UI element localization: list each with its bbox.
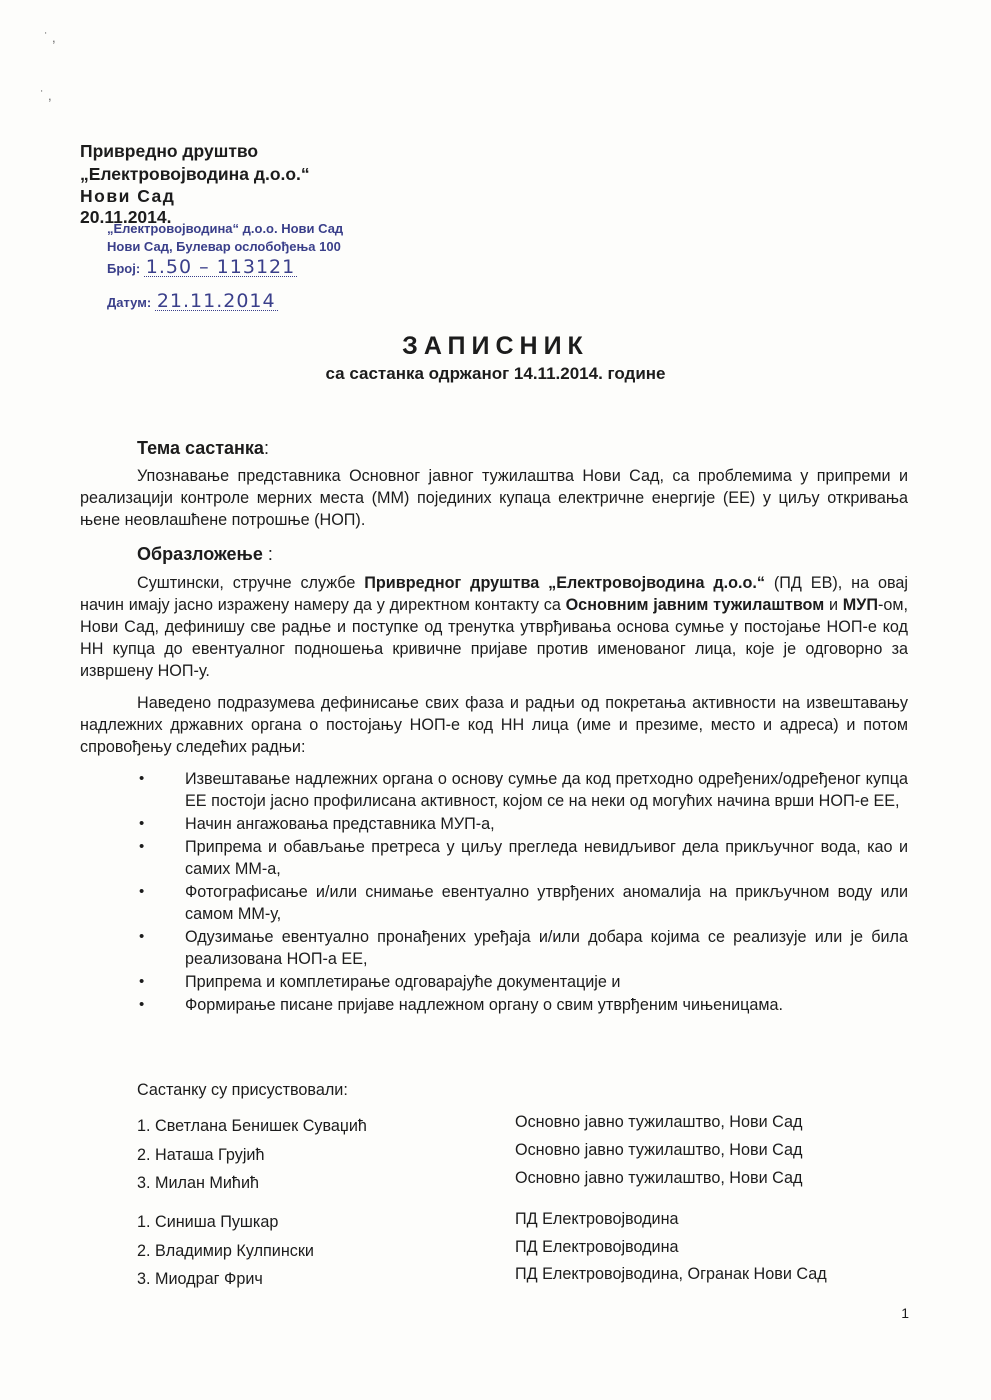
attendee-org: ПД Електровојводина, Огранак Нови Сад bbox=[515, 1265, 827, 1283]
company-name-line2: „Електровојводина д.о.о.“ bbox=[80, 164, 310, 184]
document-title: ЗАПИСНИК bbox=[402, 332, 589, 360]
company-name-line1: Привредно друштво bbox=[80, 141, 259, 161]
list-item: • Припрема и обављање претреса у циљу прегледа невидљивог дела прикључног вода, као и самих ММ-а, bbox=[139, 838, 908, 878]
actions-list bbox=[137, 768, 908, 1017]
attendee-org: Основно јавно тужилаштво, Нови Сад bbox=[515, 1141, 803, 1159]
company-city: Нови Сад bbox=[80, 186, 176, 206]
attendee-name: 1. Светлана Бенишек Суваџић bbox=[137, 1117, 367, 1135]
scan-speck: ˙ , bbox=[40, 88, 52, 103]
page-number: 1 bbox=[901, 1305, 909, 1321]
attendee-name: 2. Наташа Грујић bbox=[137, 1146, 265, 1164]
topic-text: Упознавање представника Основног јавног тужилаштва Нови Сад, са проблемима у припреми и реализацији контроле мерних места (ММ) појединих купаца електричне енергије (ЕЕ) у циљу откривања њене неовлашћене потрошње (НОП). bbox=[80, 467, 908, 529]
attendance-heading: Састанку су присуствовали: bbox=[137, 1081, 348, 1099]
attendee-name: 1. Синиша Пушкар bbox=[137, 1213, 279, 1231]
list-item: • Извештавање надлежних органа о основу сумње да код претходно одређених/одређеног купца ЕЕ постоји јасно профилисана активност, којом се на неки од могућих начина врши НОП-е ЕЕ, bbox=[139, 770, 908, 810]
scan-speck: ˙ , bbox=[44, 30, 56, 45]
rationale-paragraph-2: Наведено подразумева дефинисање свих фаза и радњи од покретања активности на извештавању надлежних државних органа о постојању НОП-е код НН лица (име и презиме, место и адреса) и потом спровођењу следећих радњи: bbox=[80, 694, 908, 756]
list-item: • Одузимање евентуално пронађених уређаја и/или добара којима се реализује или је била реализована НОП-а ЕЕ, bbox=[139, 928, 908, 968]
attendee-org: ПД Електровојводина bbox=[515, 1210, 679, 1228]
list-item: • Фотографисање и/или снимање евентуално утврђених аномалија на прикључном воду или самом ММ-у, bbox=[139, 883, 908, 923]
rationale-paragraph-1: Суштински, стручне службе Привредног друштва „Електровојводина д.о.о.“ (ПД ЕВ), на овај начин имају јасно изражену намеру да у директном контакту са Основним јавним тужилаштвом и МУП-ом, Нови Сад, дефинишу све радње и поступке од тренутка утврђивања основа сумње у постојање НОП-е код НН купца до евентуалног подношења кривичне пријаве против именованог лица, које је одговорно за извршену НОП-у. bbox=[80, 574, 909, 680]
attendee-name: 3. Милан Мићић bbox=[137, 1174, 259, 1192]
stamp-number-value: 1.50 – 113121 bbox=[145, 256, 296, 278]
stamp-date-value: 21.11.2014 bbox=[156, 290, 276, 312]
list-item: • Начин ангажовања представника МУП-а, bbox=[139, 815, 495, 833]
list-item: • Формирање писане пријаве надлежном органу о свим утврђеним чињеницама. bbox=[139, 996, 784, 1014]
stamp-line2: Нови Сад, Булевар ослобођења 100 bbox=[107, 239, 341, 254]
stamp-line1: „Електровојводина“ д.о.о. Нови Сад bbox=[107, 221, 344, 236]
stamp-date-row bbox=[107, 292, 278, 311]
list-item: • Припрема и комплетирање одговарајуће документације и bbox=[139, 973, 621, 991]
attendee-name: 2. Владимир Кулпински bbox=[137, 1242, 314, 1260]
document-subtitle: са састанка одржаног 14.11.2014. године bbox=[325, 364, 666, 383]
topic-heading: Тема састанка: bbox=[137, 438, 269, 458]
attendee-org: ПД Електровојводина bbox=[515, 1238, 679, 1256]
document-date: 20.11.2014. bbox=[80, 207, 172, 227]
stamp-date-label: Датум: bbox=[107, 295, 152, 310]
stamp-number-label: Број: bbox=[107, 261, 141, 276]
stamp-number-row bbox=[107, 258, 297, 277]
attendee-org: Основно јавно тужилаштво, Нови Сад bbox=[515, 1113, 803, 1131]
attendee-org: Основно јавно тужилаштво, Нови Сад bbox=[515, 1169, 803, 1187]
attendee-name: 3. Миодраг Фрич bbox=[137, 1270, 263, 1288]
rationale-heading: Образложење : bbox=[137, 544, 273, 564]
